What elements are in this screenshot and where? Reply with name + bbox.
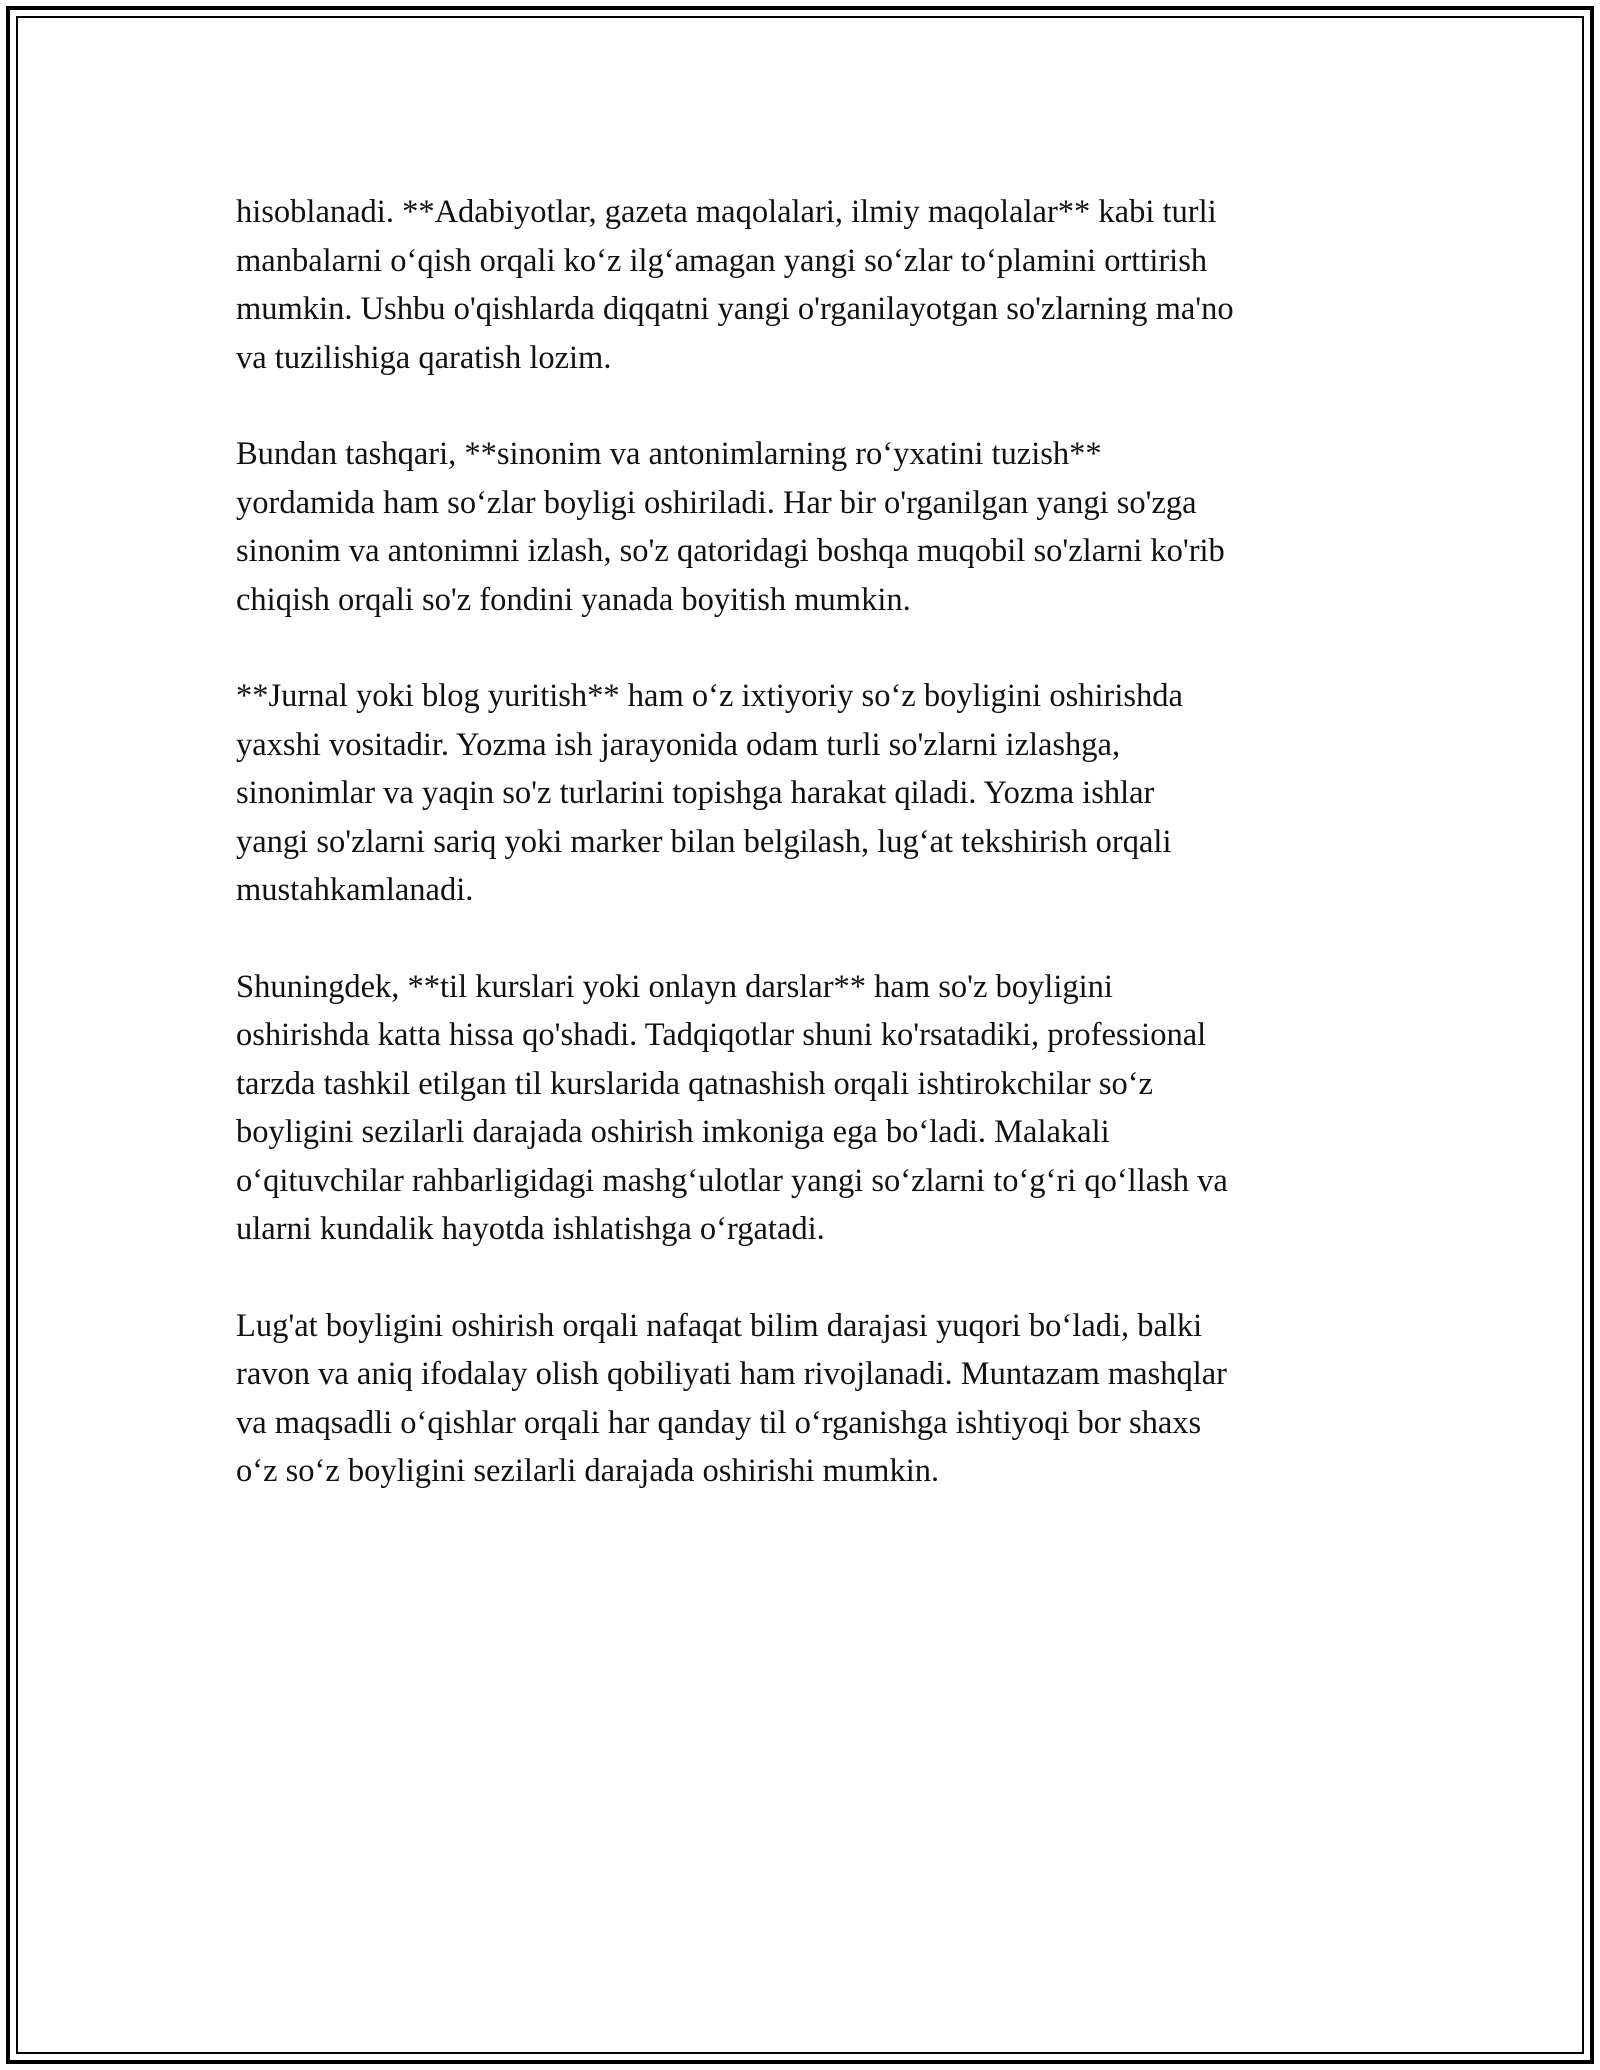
paragraph-language-courses: Shuningdek, **til kurslari yoki onlayn darslar** ham so'z boyligini oshirishda katta hissa qo'shadi. Tadqiqotlar shuni ko'rsatadiki, professional tarzda tashkil etilgan til kurslarida qatnashish orqali ishtirokchilar so‘z boyligini sezilarli darajada oshirish imkoniga ega bo‘ladi. Malakali o‘qituvchilar rahbarligidagi mashg‘ulotlar yangi so‘zlarni to‘g‘ri qo‘llash va ularni kundalik hayotda ishlatishga o‘rgatadi. xyxy=(236,968,1228,1247)
paragraph-synonyms-antonyms: Bundan tashqari, **sinonim va antonimlarning ro‘yxatini tuzish** yordamida ham so‘zlar boyligi oshiriladi. Har bir o'rganilgan yangi so'zga sinonim va antonimni izlash, so'z qatoridagi boshqa muqobil so'zlarni ko'rib chiqish orqali so'z fondini yanada boyitish mumkin. xyxy=(236,436,1225,618)
document-body xyxy=(236,188,1366,1544)
paragraph-reading-sources: hisoblanadi. **Adabiyotlar, gazeta maqolalari, ilmiy maqolalar** kabi turli manbalarni o‘qish orqali ko‘z ilg‘amagan yangi so‘zlar to‘plamini orttirish mumkin. Ushbu o'qishlarda diqqatni yangi o'rganilayotgan so'zlarning ma'no va tuzilishiga qaratish lozim. xyxy=(236,194,1234,376)
paragraph-journal-blog: **Jurnal yoki blog yuritish** ham o‘z ixtiyoriy so‘z boyligini oshirishda yaxshi vositadir. Yozma ish jarayonida odam turli so'zlarni izlashga, sinonimlar va yaqin so'z turlarini topishga harakat qiladi. Yozma ishlar yangi so'zlarni sariq yoki marker bilan belgilash, lug‘at tekshirish orqali mustahkamlanadi. xyxy=(236,678,1183,908)
paragraph-conclusion: Lug'at boyligini oshirish orqali nafaqat bilim darajasi yuqori bo‘ladi, balki ravon va aniq ifodalay olish qobiliyati ham rivojlanadi. Muntazam mashqlar va maqsadli o‘qishlar orqali har qanday til o‘rganishga ishtiyoqi bor shaxs o‘z so‘z boyligini sezilarli darajada oshirishi mumkin. xyxy=(236,1307,1227,1489)
